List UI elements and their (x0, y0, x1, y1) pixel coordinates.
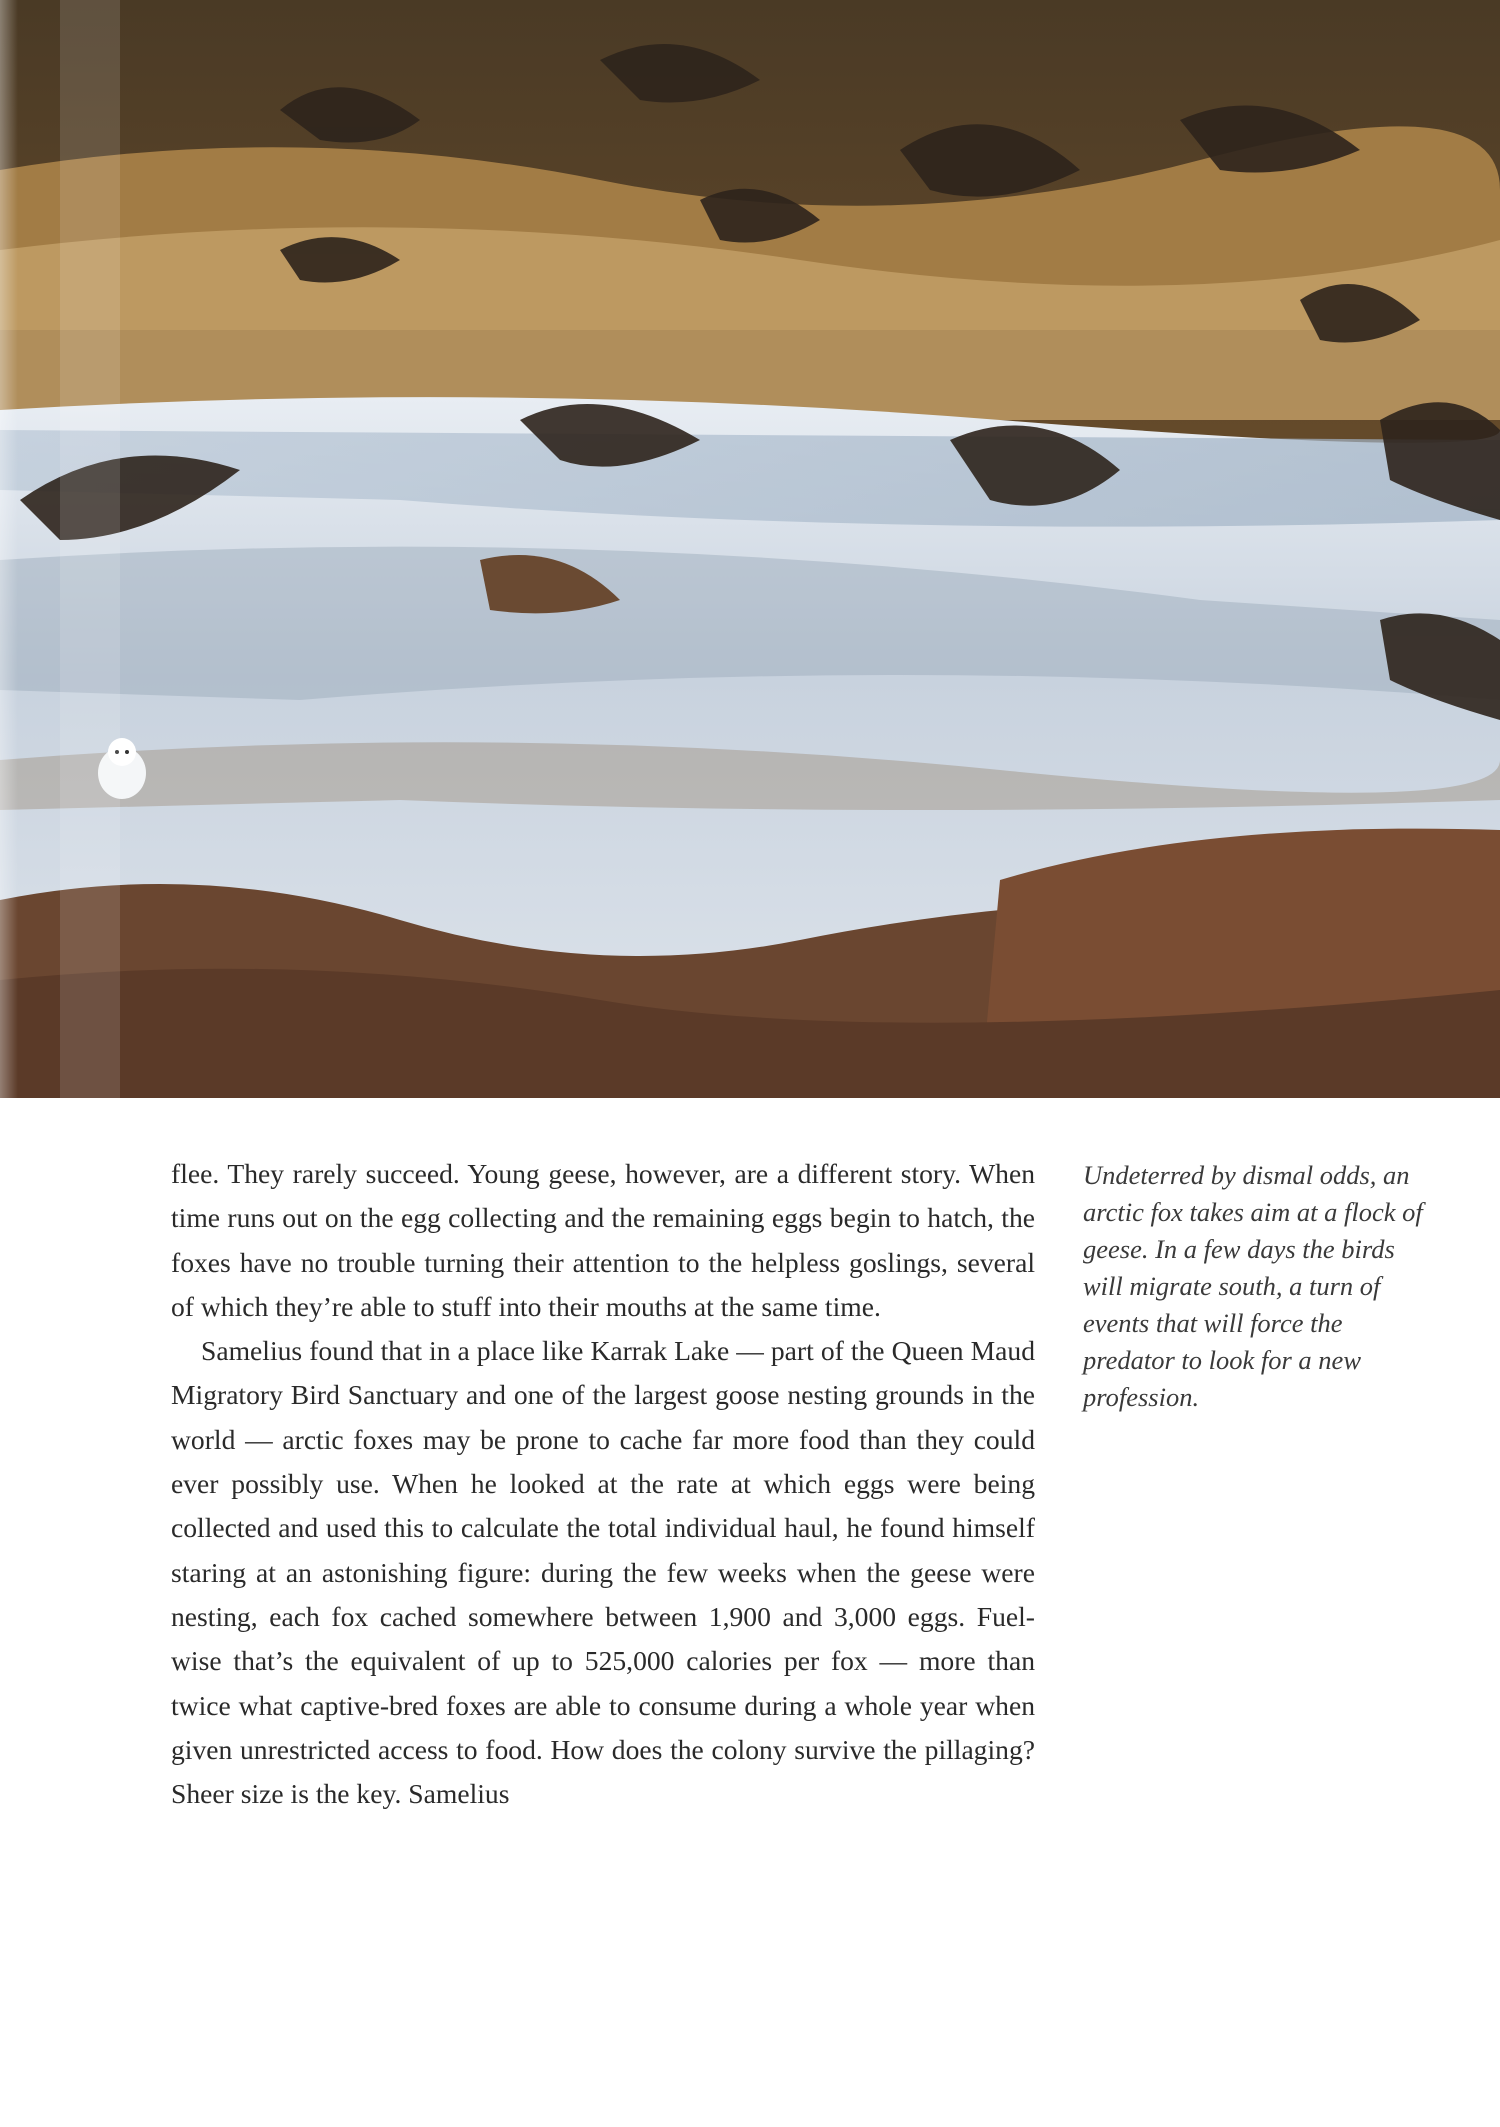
gutter-highlight (0, 0, 18, 1098)
body-paragraph-2: Samelius found that in a place like Karrak Lake — part of the Queen Maud Migratory Bird Sanctuary and one of the largest goose nesting grounds in the world — arctic foxes may be prone to cache far more food than they could ever possibly use. When he looked at the rate at which eggs were being collected and used this to calculate the total individual haul, he found himself staring at an astonishing figure: during the few weeks when the geese were nesting, each fox cached somewhere between 1,900 and 3,000 eggs. Fuel-wise that’s the equivalent of up to 525,000 calories per fox — more than twice what captive-bred foxes are able to consume during a whole year when given unrestricted access to food. How does the colony survive the pillaging? Sheer size is the key. Samelius (171, 1335, 1035, 1810)
body-paragraph-1: flee. They rarely succeed. Young geese, however, are a different story. When time runs out on the egg collecting and the remaining eggs begin to hatch, the foxes have no trouble turning their attention to the helpless goslings, several of which they’re able to stuff into their mouths at the same time. (171, 1158, 1035, 1322)
photo-caption: Undeterred by dismal odds, an arctic fox takes aim at a flock of geese. In a few days the birds will migrate south, a turn of events that will force the predator to look for a new profession. (1083, 1160, 1423, 1412)
body-text (171, 1152, 1035, 1816)
